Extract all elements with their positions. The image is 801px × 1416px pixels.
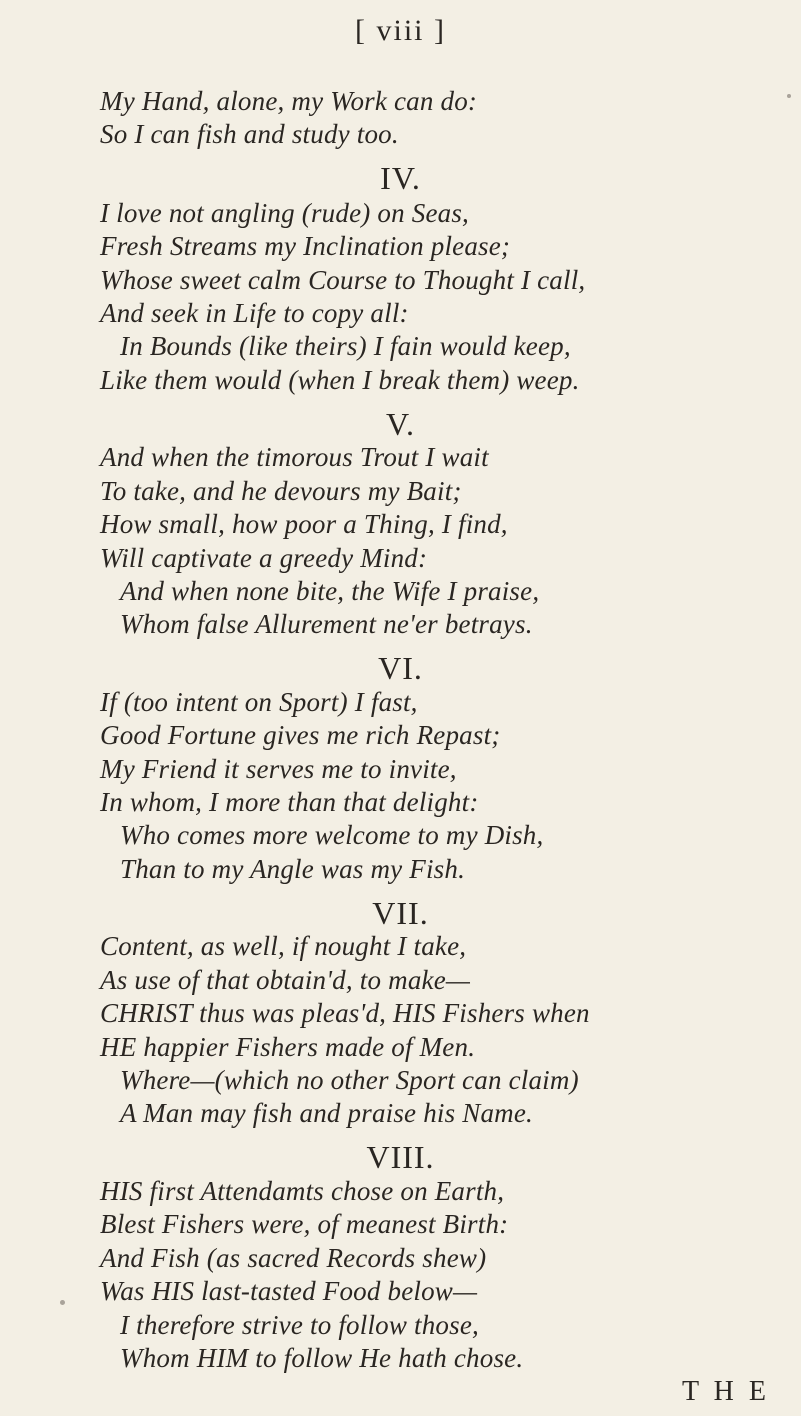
verse-line: And when none bite, the Wife I praise, xyxy=(120,576,540,606)
verse-line: I love not angling (rude) on Seas, xyxy=(100,198,469,228)
verse-line: Good Fortune gives me rich Repast; xyxy=(100,720,501,750)
verse-line: In whom, I more than that delight: xyxy=(100,787,479,817)
verse-line: Content, as well, if nought I take, xyxy=(100,931,467,961)
verse-line: CHRIST thus was pleas'd, HIS Fishers when xyxy=(100,998,590,1028)
verse-line: And seek in Life to copy all: xyxy=(100,298,409,328)
verse-line: I therefore strive to follow those, xyxy=(120,1310,479,1340)
verse-line: My Hand, alone, my Work can do: xyxy=(100,86,478,116)
verse-line: Who comes more welcome to my Dish, xyxy=(120,820,544,850)
verse-line: Will captivate a greedy Mind: xyxy=(100,543,428,573)
verse-line: How small, how poor a Thing, I find, xyxy=(100,509,508,539)
verse-line: So I can fish and study too. xyxy=(100,119,399,149)
verse-line: To take, and he devours my Bait; xyxy=(100,476,462,506)
verse-line: Whom HIM to follow He hath chose. xyxy=(120,1343,524,1373)
verse-line: A Man may fish and praise his Name. xyxy=(120,1098,533,1128)
verse-line: Was HIS last-tasted Food below— xyxy=(100,1276,478,1306)
verse-line: Blest Fishers were, of meanest Birth: xyxy=(100,1209,509,1239)
verse-line: If (too intent on Sport) I fast, xyxy=(100,687,418,717)
verse-line: HE happier Fishers made of Men. xyxy=(100,1032,476,1062)
verse-line: Fresh Streams my Inclination please; xyxy=(100,231,511,261)
verse-line: And Fish (as sacred Records shew) xyxy=(100,1243,487,1273)
verse-line: Where—(which no other Sport can claim) xyxy=(120,1065,579,1095)
verse-line: Than to my Angle was my Fish. xyxy=(120,854,466,884)
catchword: T H E xyxy=(682,1376,770,1407)
stanza-numeral: V. xyxy=(386,406,415,442)
stanza-numeral: IV. xyxy=(380,160,421,196)
stanza-numeral: VIII. xyxy=(366,1139,435,1175)
ink-speck xyxy=(787,94,791,98)
verse-line: My Friend it serves me to invite, xyxy=(100,754,457,784)
verse-line: Like them would (when I break them) weep. xyxy=(100,365,580,395)
verse-line: In Bounds (like theirs) I fain would keep, xyxy=(120,331,571,361)
verse-line: And when the timorous Trout I wait xyxy=(100,442,489,472)
ink-speck xyxy=(60,1300,65,1305)
stanza-numeral: VI. xyxy=(378,650,423,686)
verse-line: As use of that obtain'd, to make— xyxy=(100,965,471,995)
verse-line: Whom false Allurement ne'er betrays. xyxy=(120,609,533,639)
verse-line: HIS first Attendamts chose on Earth, xyxy=(100,1176,505,1206)
page-header: [ viii ] xyxy=(355,14,446,47)
verse-line: Whose sweet calm Course to Thought I call, xyxy=(100,265,586,295)
stanza-numeral: VII. xyxy=(372,895,429,931)
